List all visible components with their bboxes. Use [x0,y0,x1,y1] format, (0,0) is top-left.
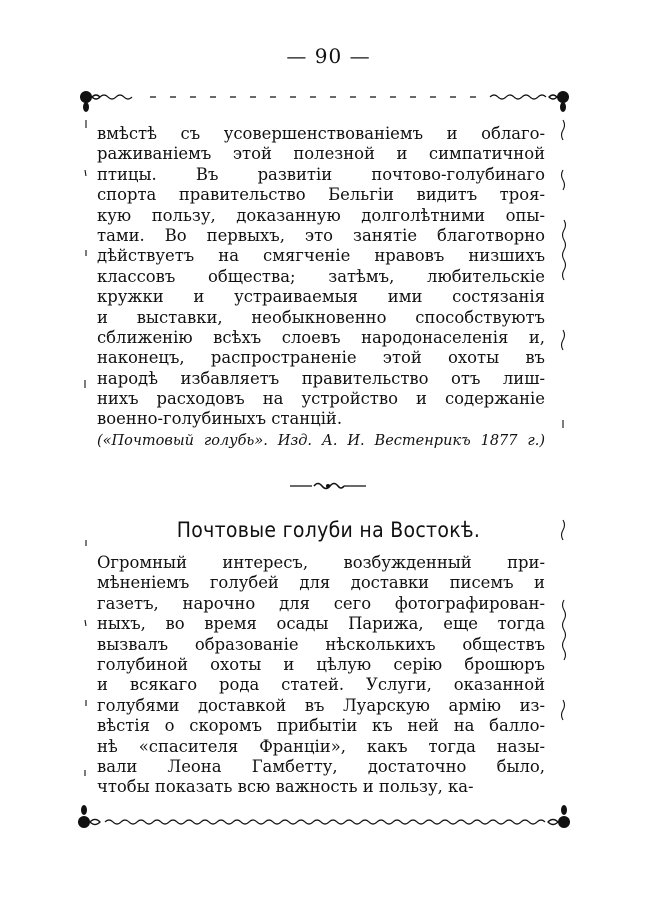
text-line: спорта правительство Бельгіи видитъ троя- [97,185,545,205]
text-line: голубями доставкой въ Луарскую армію из- [97,695,545,715]
section-separator-ornament [290,480,366,492]
top-wavy-rule [100,95,546,99]
text-line: классовъ общества; затѣмъ, любительскіе [97,266,545,286]
corner-ornament-top-right [549,91,569,112]
text-line: кружки и устраиваемыя ими состязанія [97,287,545,307]
text-line: кую пользу, доказанную долголѣтними опы- [97,205,545,225]
text-line: мѣненіемъ голубей для доставки писемъ и [97,573,545,593]
text-line: тами. Во первыхъ, это занятіе благотворно [97,225,545,245]
text-line: народѣ избавляетъ правительство отъ лиш- [97,368,545,388]
corner-ornament-bottom-right [548,805,570,828]
text-line: и выставки, необыкновенно способствуютъ [97,307,545,327]
corner-ornament-top-left [80,91,100,112]
text-line: газетъ, нарочно для сего фотографирован- [97,593,545,613]
text-line: раживаніемъ этой полезной и симпатичной [97,144,545,164]
text-line: чтобы показать всю важность и пользу, ка- [97,777,474,797]
text-line: вѣстія о скоромъ прибытіи къ ней на балло- [97,716,545,736]
text-line: вмѣстѣ съ усовершенствованіемъ и облаго- [97,124,545,143]
text-line: вызвалъ образованіе нѣсколькихъ обществъ [97,634,545,654]
text-line: вали Леона Гамбетту, достаточно было, [97,756,545,776]
text-line: ныхъ, во время осады Парижа, еще тогда [97,614,545,634]
text-line: и всякаго рода статей. Услуги, оказанной [97,675,545,695]
citation: («Почтовый голубь». Изд. А. И. Вестенрикъ 1877 г.) [97,433,545,449]
text-line: наконецъ, распространеніе этой охоты въ [97,348,545,368]
left-border-rule [85,120,86,776]
corner-ornament-bottom-left [78,805,100,828]
bottom-wavy-rule [105,820,545,824]
text-line: нихъ расходовъ на устройство и содержаніе [97,389,545,409]
text-line: военно-голубиныхъ станцій. [97,409,343,429]
right-border-rule [562,120,566,720]
section-title: Почтовые голуби на Востокѣ. [176,518,481,542]
page-number: — 90 — [286,44,371,68]
paragraph-belgium [97,124,545,430]
text-line: нѣ «спасителя Франціи», какъ тогда назы- [97,736,545,756]
paragraph-east [97,553,545,798]
text-line: птицы. Въ развитіи почтово-голубинаго [97,164,545,184]
text-line: Огромный интересъ, возбужденный при- [97,553,545,572]
text-line: дѣйствуетъ на смягченіе нравовъ низшихъ [97,246,545,266]
text-line: сближенію всѣхъ слоевъ народонаселенія и, [97,327,545,347]
text-line: голубиной охоты и цѣлую серію брошюръ [97,654,545,674]
